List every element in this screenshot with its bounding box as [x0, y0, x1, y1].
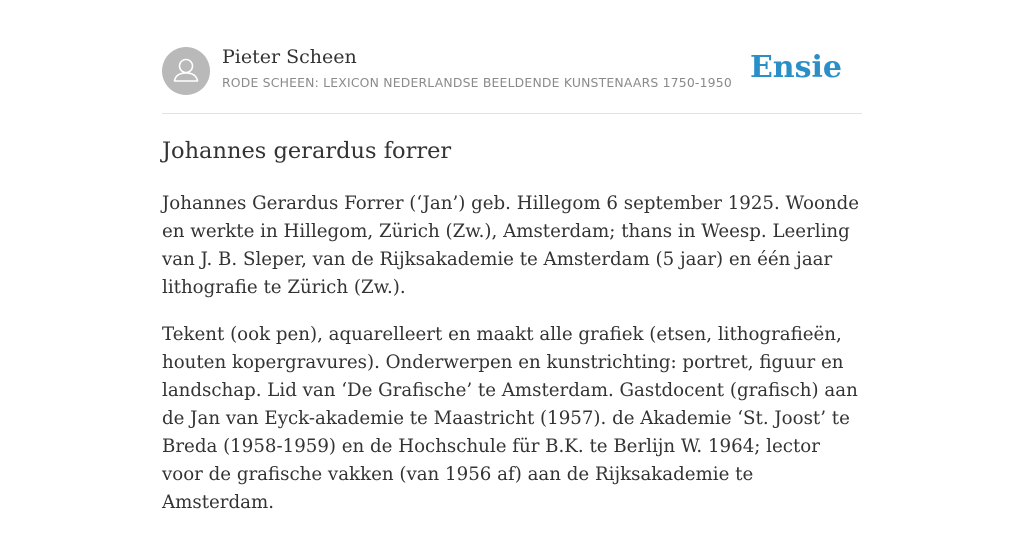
- article-body: [162, 190, 862, 536]
- article-paragraph: Johannes Gerardus Forrer (‘Jan’) geb. Hillegom 6 september 1925. Woonde en werkte in Hillegom, Zürich (Zw.), Amsterdam; thans in Weesp. Leerling van J. B. Sleper, van de Rijksakademie te Amsterdam (5 jaar) en één jaar lithografie te Zürich (Zw.).: [162, 193, 860, 298]
- header-divider: [162, 113, 862, 114]
- article-title: Johannes gerardus forrer: [162, 138, 452, 164]
- article-header: [162, 46, 862, 98]
- article-paragraph: Tekent (ook pen), aquarelleert en maakt alle grafiek (etsen, lithografieën, houten kopergravures). Onderwerpen en kunstrichting: portret, figuur en landschap. Lid van ‘De Grafische’ te Amsterdam. Gastdocent (grafisch) aan de Jan van Eyck-akademie te Maastricht (1957). de Akademie ‘St. Joost’ te Breda (1958-1959) en de Hochschule für B.K. te Berlijn W. 1964; lector voor de grafische vakken (van 1956 af) aan de Rijksakademie te Amsterdam.: [162, 324, 858, 513]
- brand-logo[interactable]: Ensie: [749, 50, 842, 85]
- source-label[interactable]: RODE SCHEEN: LEXICON NEDERLANDSE BEELDENDE KUNSTENAARS 1750-1950: [222, 75, 732, 90]
- author-avatar[interactable]: [162, 47, 210, 95]
- author-name[interactable]: Pieter Scheen: [222, 46, 357, 68]
